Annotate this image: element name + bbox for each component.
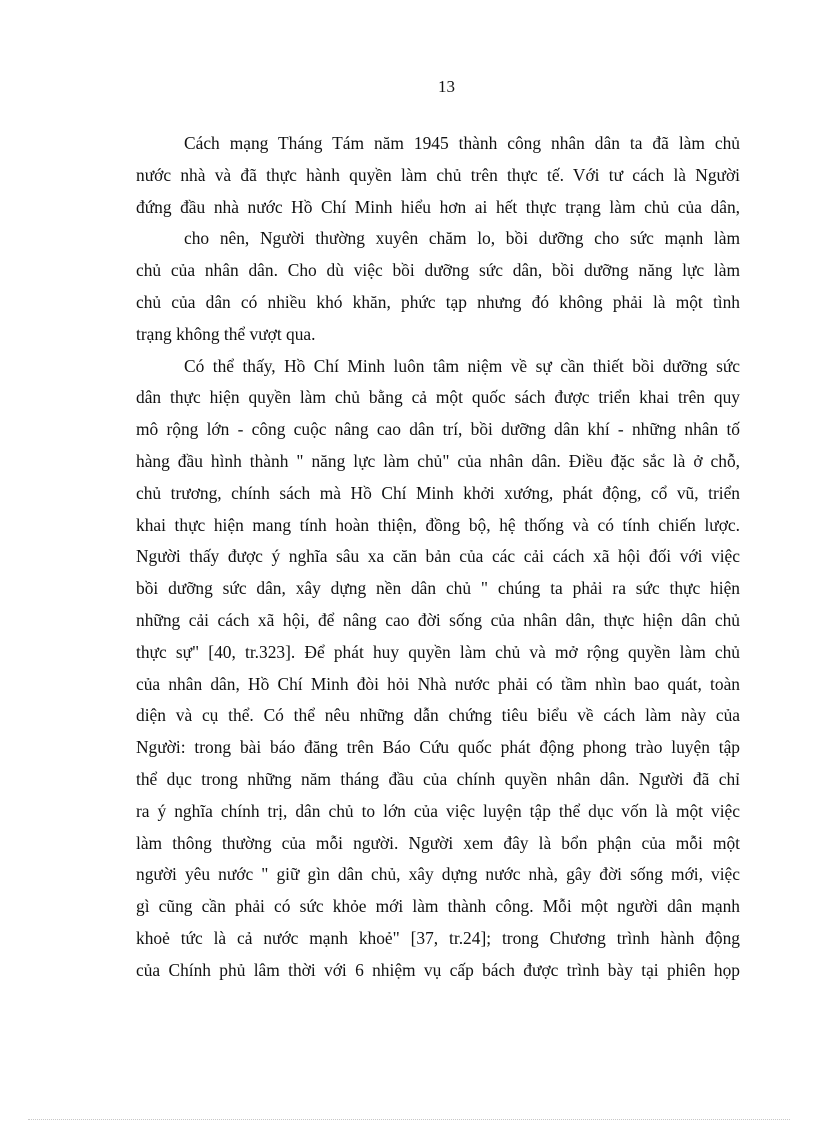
page-bottom-divider bbox=[28, 1119, 790, 1120]
text-line: gì cũng cần phải có sức khỏe mới làm thành công. Mỗi một người dân mạnh bbox=[136, 896, 740, 917]
text-line: chủ của nhân dân. Cho dù việc bồi dưỡng sức dân, bồi dưỡng năng lực làm bbox=[136, 260, 740, 281]
text-line: những cải cách xã hội, để nâng cao đời sống của nhân dân, thực hiện dân chủ bbox=[136, 609, 740, 630]
text-line: Người: trong bài báo đăng trên Báo Cứu quốc phát động phong trào luyện tập bbox=[136, 737, 740, 758]
text-line: trạng không thể vượt qua. bbox=[136, 323, 316, 344]
text-line: bồi dưỡng sức dân, xây dựng nền dân chủ " chúng ta phải ra sức thực hiện bbox=[136, 578, 740, 599]
text-line: khoẻ tức là cả nước mạnh khoẻ" [37, tr.24]; trong Chương trình hành động bbox=[136, 927, 740, 948]
text-line: Người thấy được ý nghĩa sâu xa căn bản của các cải cách xã hội đối với việc bbox=[136, 546, 740, 567]
text-line: khai thực hiện mang tính hoàn thiện, đồng bộ, hệ thống và có tính chiến lược. bbox=[136, 514, 740, 535]
text-line: thể dục trong những năm tháng đầu của chính quyền nhân dân. Người đã chỉ bbox=[136, 768, 740, 789]
document-body bbox=[136, 128, 740, 987]
text-line: làm thông thường của mỗi người. Người xem đây là bổn phận của mỗi một bbox=[136, 832, 740, 853]
text-line: của nhân dân, Hồ Chí Minh đòi hỏi Nhà nước phải có tầm nhìn bao quát, toàn bbox=[136, 673, 740, 694]
text-line: đứng đầu nhà nước Hồ Chí Minh hiểu hơn ai hết thực trạng làm chủ của dân, bbox=[136, 196, 740, 217]
text-line: mô rộng lớn - công cuộc nâng cao dân trí, bồi dưỡng dân khí - những nhân tố bbox=[136, 419, 740, 440]
text-line: chủ trương, chính sách mà Hồ Chí Minh khởi xướng, phát động, cổ vũ, triển bbox=[136, 482, 740, 503]
text-line: thực sự" [40, tr.323]. Để phát huy quyền làm chủ và mở rộng quyền làm chủ bbox=[136, 641, 740, 662]
text-line: dân thực hiện quyền làm chủ bằng cả một quốc sách được triển khai trên quy bbox=[136, 387, 740, 408]
text-line: hàng đầu hình thành " năng lực làm chủ" của nhân dân. Điều đặc sắc là ở chỗ, bbox=[136, 450, 740, 471]
text-line: của Chính phủ lâm thời với 6 nhiệm vụ cấp bách được trình bày tại phiên họp bbox=[136, 959, 740, 980]
text-line: ra ý nghĩa chính trị, dân chủ to lớn của việc luyện tập thể dục vốn là một việc bbox=[136, 800, 740, 821]
text-line: chủ của dân có nhiều khó khăn, phức tạp nhưng đó không phải là một tình bbox=[136, 291, 740, 312]
text-line: Cách mạng Tháng Tám năm 1945 thành công nhân dân ta đã làm chủ bbox=[184, 133, 740, 153]
text-line: người yêu nước " giữ gìn dân chủ, xây dựng nước nhà, gây đời sống mới, việc bbox=[136, 864, 740, 885]
text-line: cho nên, Người thường xuyên chăm lo, bồi dưỡng cho sức mạnh làm bbox=[184, 228, 740, 249]
text-line: diện và cụ thể. Có thể nêu những dẫn chứng tiêu biểu về cách làm này của bbox=[136, 705, 740, 726]
text-line: nước nhà và đã thực hành quyền làm chủ trên thực tế. Với tư cách là Người bbox=[136, 164, 740, 185]
page-number: 13 bbox=[438, 77, 455, 96]
text-line: Có thể thấy, Hồ Chí Minh luôn tâm niệm về sự cần thiết bồi dưỡng sức bbox=[184, 355, 740, 376]
